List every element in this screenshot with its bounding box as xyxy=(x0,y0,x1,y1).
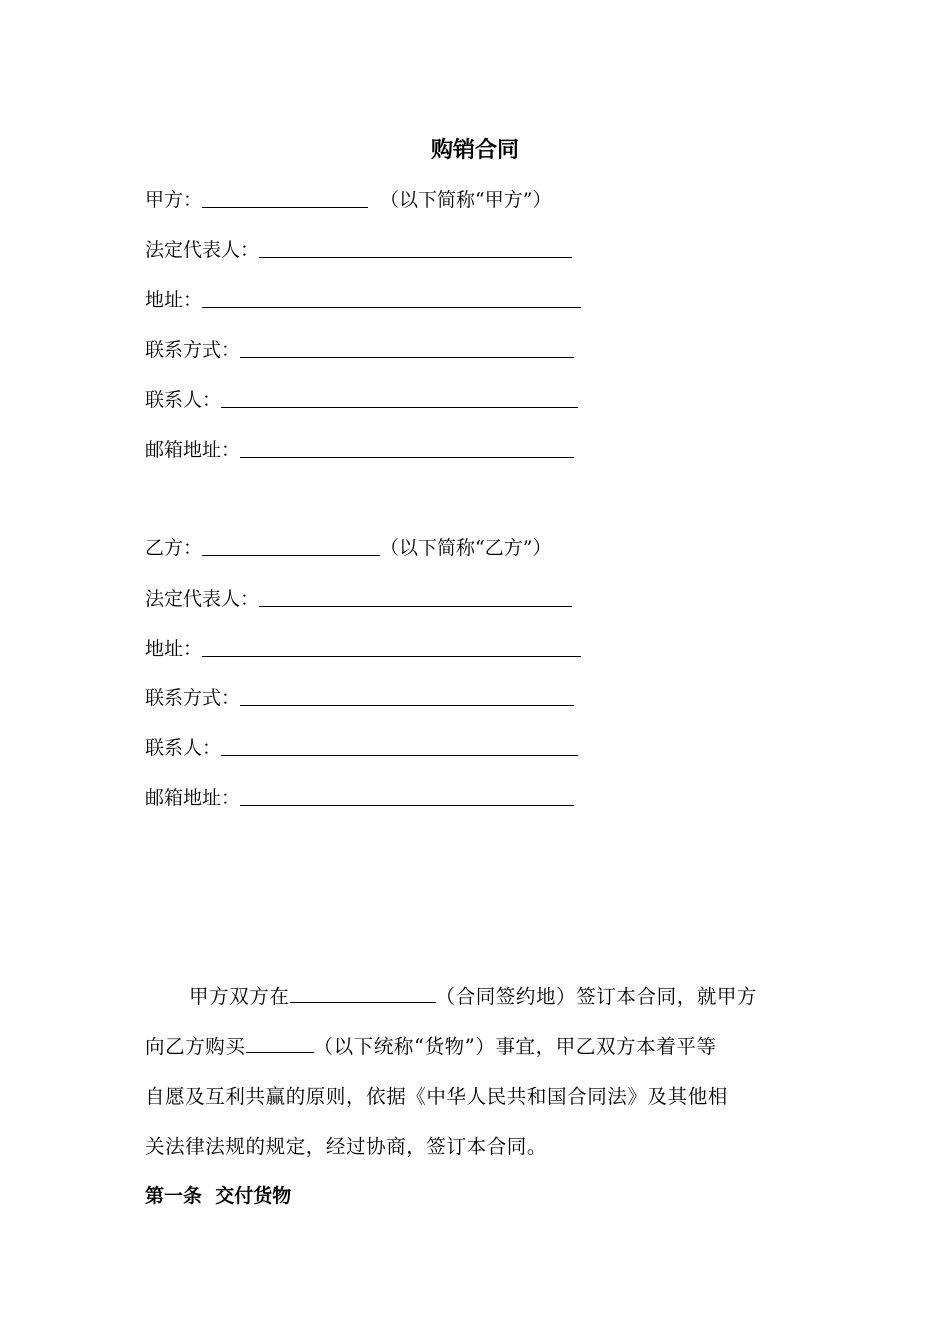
party-b-contact-method-blank xyxy=(240,685,574,706)
party-a-contact-method-row xyxy=(145,332,574,364)
party-b-email-blank xyxy=(240,785,574,806)
party-b-legal-rep-label: 法定代表人： xyxy=(145,588,260,610)
party-b-name-label: 乙方： xyxy=(145,537,203,559)
goods-blank xyxy=(246,1030,314,1053)
party-b-address-blank xyxy=(202,636,581,657)
party-b-name-note: （以下简称“乙方”） xyxy=(380,537,552,559)
party-a-legal-rep-blank xyxy=(259,237,572,258)
party-a-email-row xyxy=(145,432,574,464)
signing-place-blank xyxy=(290,980,436,1003)
party-a-contact-method-blank xyxy=(240,337,574,358)
party-b-legal-rep-row xyxy=(145,581,572,613)
party-a-legal-rep-row xyxy=(145,232,572,264)
party-a-name-note: （以下简称“甲方”） xyxy=(380,189,552,211)
party-a-legal-rep-label: 法定代表人： xyxy=(145,239,260,261)
party-b-contact-person-blank xyxy=(221,735,578,756)
intro-line-2-b: （以下统称“货物”）事宜，甲乙双方本着平等 xyxy=(313,1035,717,1058)
document-title: 购销合同 xyxy=(430,138,519,163)
party-b-contact-person-row xyxy=(145,730,578,762)
party-a-name-row xyxy=(145,182,551,214)
party-b-contact-method-row xyxy=(145,680,574,712)
party-a-name-label: 甲方： xyxy=(145,189,203,211)
party-b-email-label: 邮箱地址： xyxy=(145,787,241,809)
party-a-address-blank xyxy=(202,287,581,308)
intro-line-1 xyxy=(145,972,807,1022)
party-b-name-row xyxy=(145,530,551,562)
intro-paragraph xyxy=(145,972,807,1172)
party-a-contact-method-label: 联系方式： xyxy=(145,339,241,361)
party-a-contact-person-row xyxy=(145,382,578,414)
party-a-contact-person-blank xyxy=(221,387,578,408)
party-a-address-row xyxy=(145,282,581,314)
intro-line-1-a: 甲方双方在 xyxy=(189,985,290,1008)
party-b-contact-method-label: 联系方式： xyxy=(145,687,241,709)
party-b-address-label: 地址： xyxy=(145,638,203,660)
party-b-email-row xyxy=(145,780,574,812)
party-b-contact-person-label: 联系人： xyxy=(145,737,222,759)
intro-line-3: 自愿及互利共赢的原则，依据《中华人民共和国合同法》及其他相 xyxy=(145,1085,728,1108)
party-a-email-label: 邮箱地址： xyxy=(145,439,241,461)
party-a-contact-person-label: 联系人： xyxy=(145,389,222,411)
intro-line-2-a: 向乙方购买 xyxy=(145,1035,246,1058)
party-a-address-label: 地址： xyxy=(145,289,203,311)
party-b-legal-rep-blank xyxy=(259,586,572,607)
party-b-address-row xyxy=(145,631,581,663)
section-1-heading: 第一条 交付货物 xyxy=(145,1185,292,1207)
party-a-name-blank xyxy=(202,187,368,208)
party-b-name-blank xyxy=(202,535,380,556)
party-a-email-blank xyxy=(240,437,574,458)
intro-line-2 xyxy=(145,1022,807,1072)
intro-line-4: 关法律法规的规定，经过协商，签订本合同。 xyxy=(145,1135,548,1158)
intro-line-1-b: （合同签约地）签订本合同，就甲方 xyxy=(435,985,758,1008)
